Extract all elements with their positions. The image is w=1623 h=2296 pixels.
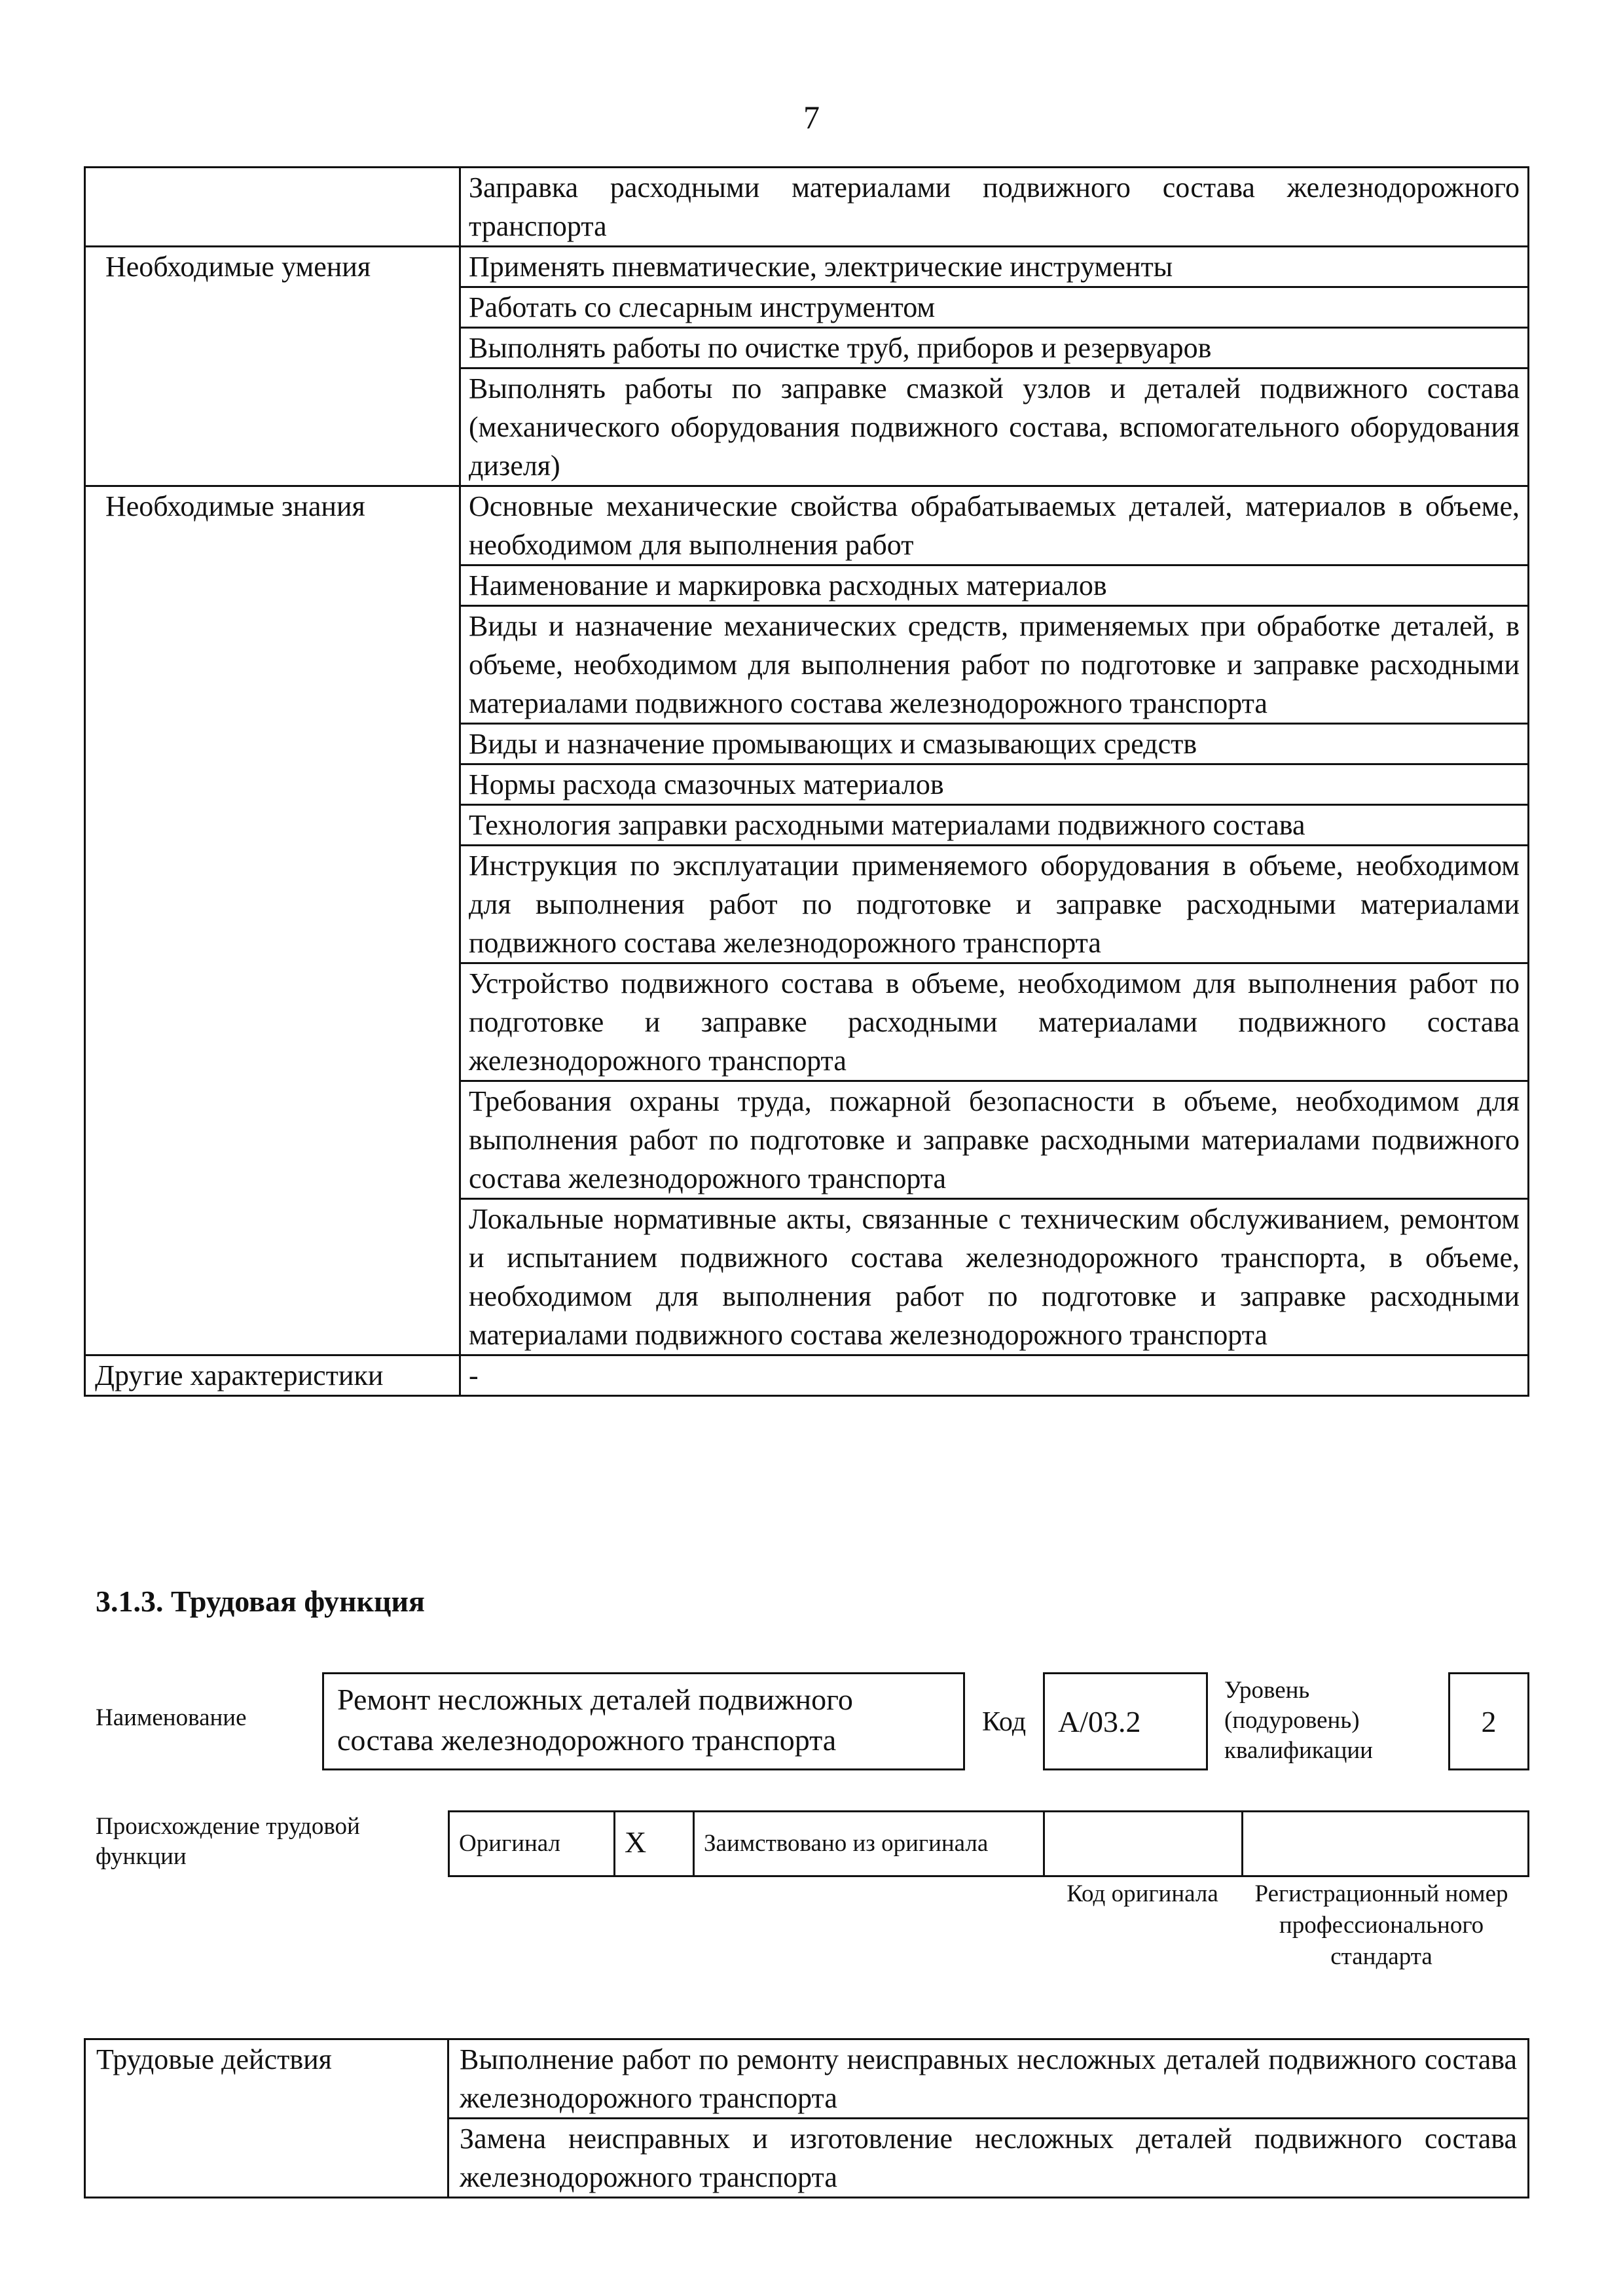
original-label: Оригинал [449,1812,615,1876]
table-cell: Виды и назначение механических средств, применяемых при обработке деталей, в объеме, необходимом для выполнения работ по подготовке и заправке расходными материалами подвижного состава железнодорожного транспорта [460,606,1529,724]
section-heading: 3.1.3. Трудовая функция [96,1585,425,1618]
table-cell: Виды и назначение промывающих и смазывающих средств [460,724,1529,764]
table-cell: Технология заправки расходными материалами подвижного состава [460,805,1529,846]
row-label-knowledge: Необходимые знания [85,486,460,1355]
table-cell: Требования охраны труда, пожарной безопасности в объеме, необходимом для выполнения работ по подготовке и заправке расходными материалами подвижного состава железнодорожного транспорта [460,1081,1529,1199]
table-cell: Инструкция по эксплуатации применяемого оборудования в объеме, необходимом для выполнения работ по подготовке и заправке расходными материалами подвижного состава железнодорожного транспорта [460,846,1529,963]
table-cell: Устройство подвижного состава в объеме, необходимом для выполнения работ по подготовке и заправке расходными материалами подвижного состава железнодорожного транспорта [460,963,1529,1081]
original-mark [615,1812,694,1876]
origin-table [448,1810,1529,1877]
code-label: Код [982,1707,1027,1737]
level-label: Уровень (подуровень) квалификации [1224,1677,1373,1764]
table-cell: Работать со слесарным инструментом [460,287,1529,328]
table-cell: - [460,1355,1529,1396]
function-name-box: Ремонт несложных деталей подвижного состава железнодорожного транспорта [322,1672,965,1770]
reg-number-cell [1243,1812,1529,1876]
code-original-cell [1044,1812,1243,1876]
name-label: Наименование [96,1704,247,1731]
table-cell: Выполнять работы по заправке смазкой узлов и деталей подвижного состава (механического оборудования подвижного состава, вспомогательного оборудования дизеля) [460,368,1529,486]
table-cell: Основные механические свойства обрабатываемых деталей, материалов в объеме, необходимом для выполнения работ [460,486,1529,565]
table-cell: Локальные нормативные акты, связанные с техническим обслуживанием, ремонтом и испытанием подвижного состава железнодорожного транспорта, в объеме, необходимом для выполнения работ по подготовке и заправке расходными материалами подвижного состава железнодорожного транспорта [460,1199,1529,1355]
row-label [85,168,460,247]
original-mark-value: X [625,1825,647,1859]
table-cell: Наименование и маркировка расходных материалов [460,565,1529,606]
code-original-label: Код оригинала [1067,1880,1218,1907]
page-number: 7 [803,99,820,135]
row-label-skills: Необходимые умения [85,247,460,486]
origin-label: Происхождение трудовой функции [96,1813,360,1870]
reg-number-label: Регистрационный номер профессионального стандарта [1254,1880,1508,1970]
function-code-box: А/03.2 [1043,1672,1208,1770]
table-row [85,1355,1529,1396]
table-row [85,486,1529,565]
row-label-other: Другие характеристики [85,1355,460,1396]
table-cell: Заправка расходными материалами подвижного состава железнодорожного транспорта [460,168,1529,247]
table-cell: Выполнение работ по ремонту неисправных несложных деталей подвижного состава железнодорожного транспорта [448,2039,1529,2119]
table-row [85,247,1529,287]
level-value-box: 2 [1448,1672,1529,1770]
requirements-table [84,166,1529,1397]
row-label-actions: Трудовые действия [85,2039,448,2198]
table-cell: Замена неисправных и изготовление несложных деталей подвижного состава железнодорожного транспорта [448,2119,1529,2198]
table-cell: Применять пневматические, электрические инструменты [460,247,1529,287]
table-cell: Нормы расхода смазочных материалов [460,764,1529,805]
labor-actions-table [84,2038,1529,2198]
borrowed-label: Заимствовано из оригинала [694,1812,1044,1876]
table-row [85,2039,1529,2119]
table-cell: Выполнять работы по очистке труб, приборов и резервуаров [460,328,1529,368]
table-row [85,168,1529,247]
